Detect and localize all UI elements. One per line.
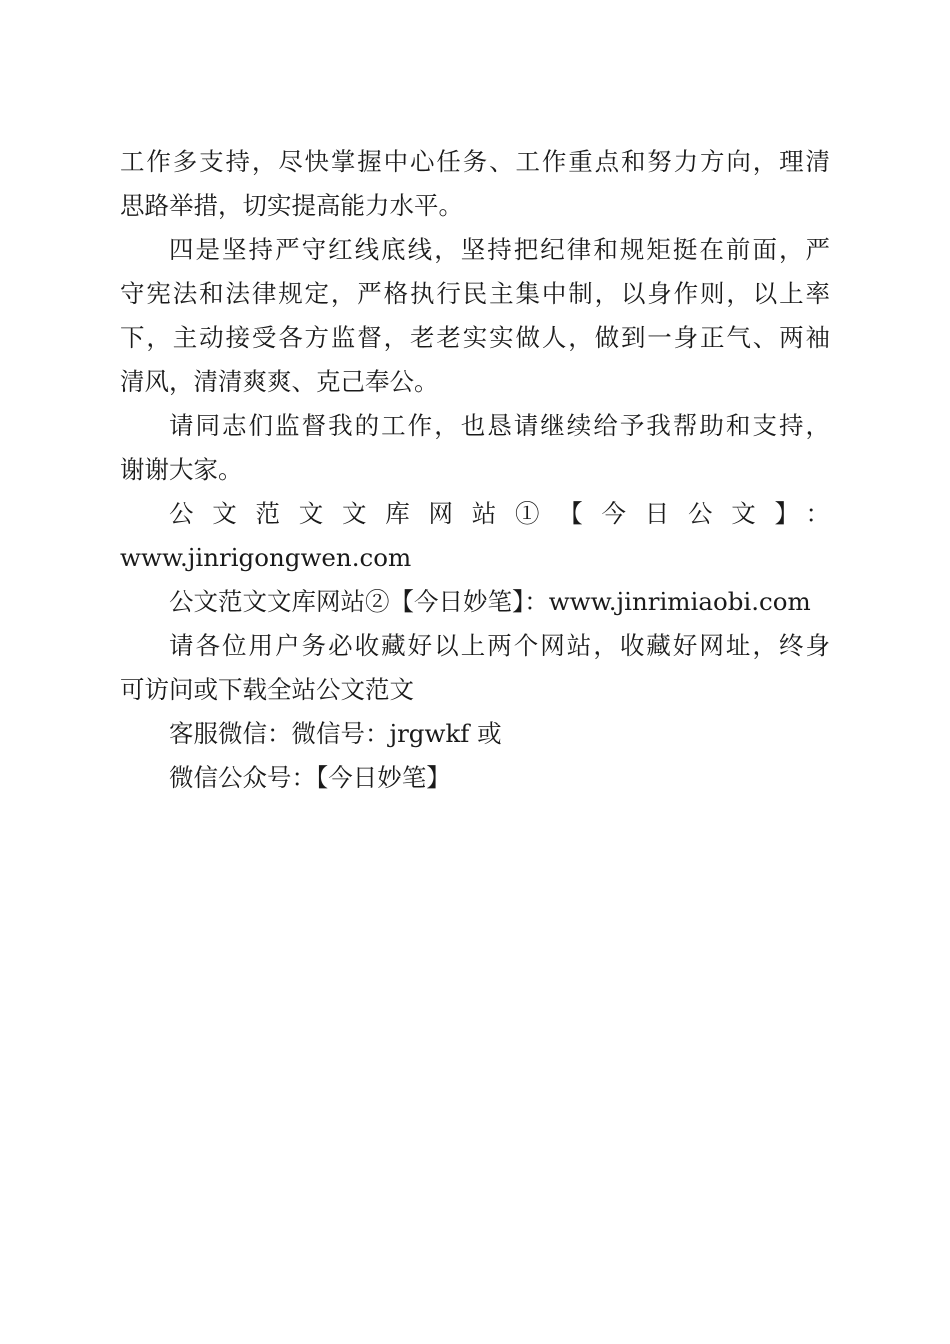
text-line: 微信公众号：【今日妙笔】 (169, 763, 451, 792)
text-line: 客服微信：微信号：jrgwkf 或 (169, 719, 502, 748)
text-line: 清风，清清爽爽、克己奉公。 (120, 367, 439, 396)
text-line: 请各位用户务必收藏好以上两个网站，收藏好网址，终身 (169, 631, 830, 660)
text-line: 可访问或下载全站公文范文 (120, 675, 414, 704)
text-line: 下，主动接受各方监督，老老实实做人，做到一身正气、两袖 (120, 323, 830, 352)
paragraph-bookmark-notice (120, 624, 830, 712)
paragraph-continuation (120, 140, 830, 228)
paragraph-site-one (120, 492, 830, 580)
paragraph-point-four (120, 228, 830, 404)
text-line: 工作多支持，尽快掌握中心任务、工作重点和努力方向，理清 (120, 147, 830, 176)
text-line: 守宪法和法律规定，严格执行民主集中制，以身作则，以上率 (120, 279, 830, 308)
paragraph-wechat-service (120, 712, 830, 756)
paragraph-site-two (120, 580, 830, 624)
text-line: 谢谢大家。 (120, 455, 243, 484)
document-body (120, 140, 830, 800)
text-line: 公文范文文库网站②【今日妙笔】：www.jinrimiaobi.com (169, 587, 811, 616)
paragraph-wechat-account (120, 756, 830, 800)
paragraph-closing (120, 404, 830, 492)
text-line: 请同志们监督我的工作，也恳请继续给予我帮助和支持， (169, 411, 830, 440)
text-line: 四是坚持严守红线底线，坚持把纪律和规矩挺在前面，严 (169, 235, 830, 264)
site-one-url: www.jinrigongwen.com (120, 543, 412, 572)
text-line: 思路举措，切实提高能力水平。 (120, 191, 463, 220)
text-line: 公文范文文库网站①【今日公文】： (169, 499, 830, 528)
